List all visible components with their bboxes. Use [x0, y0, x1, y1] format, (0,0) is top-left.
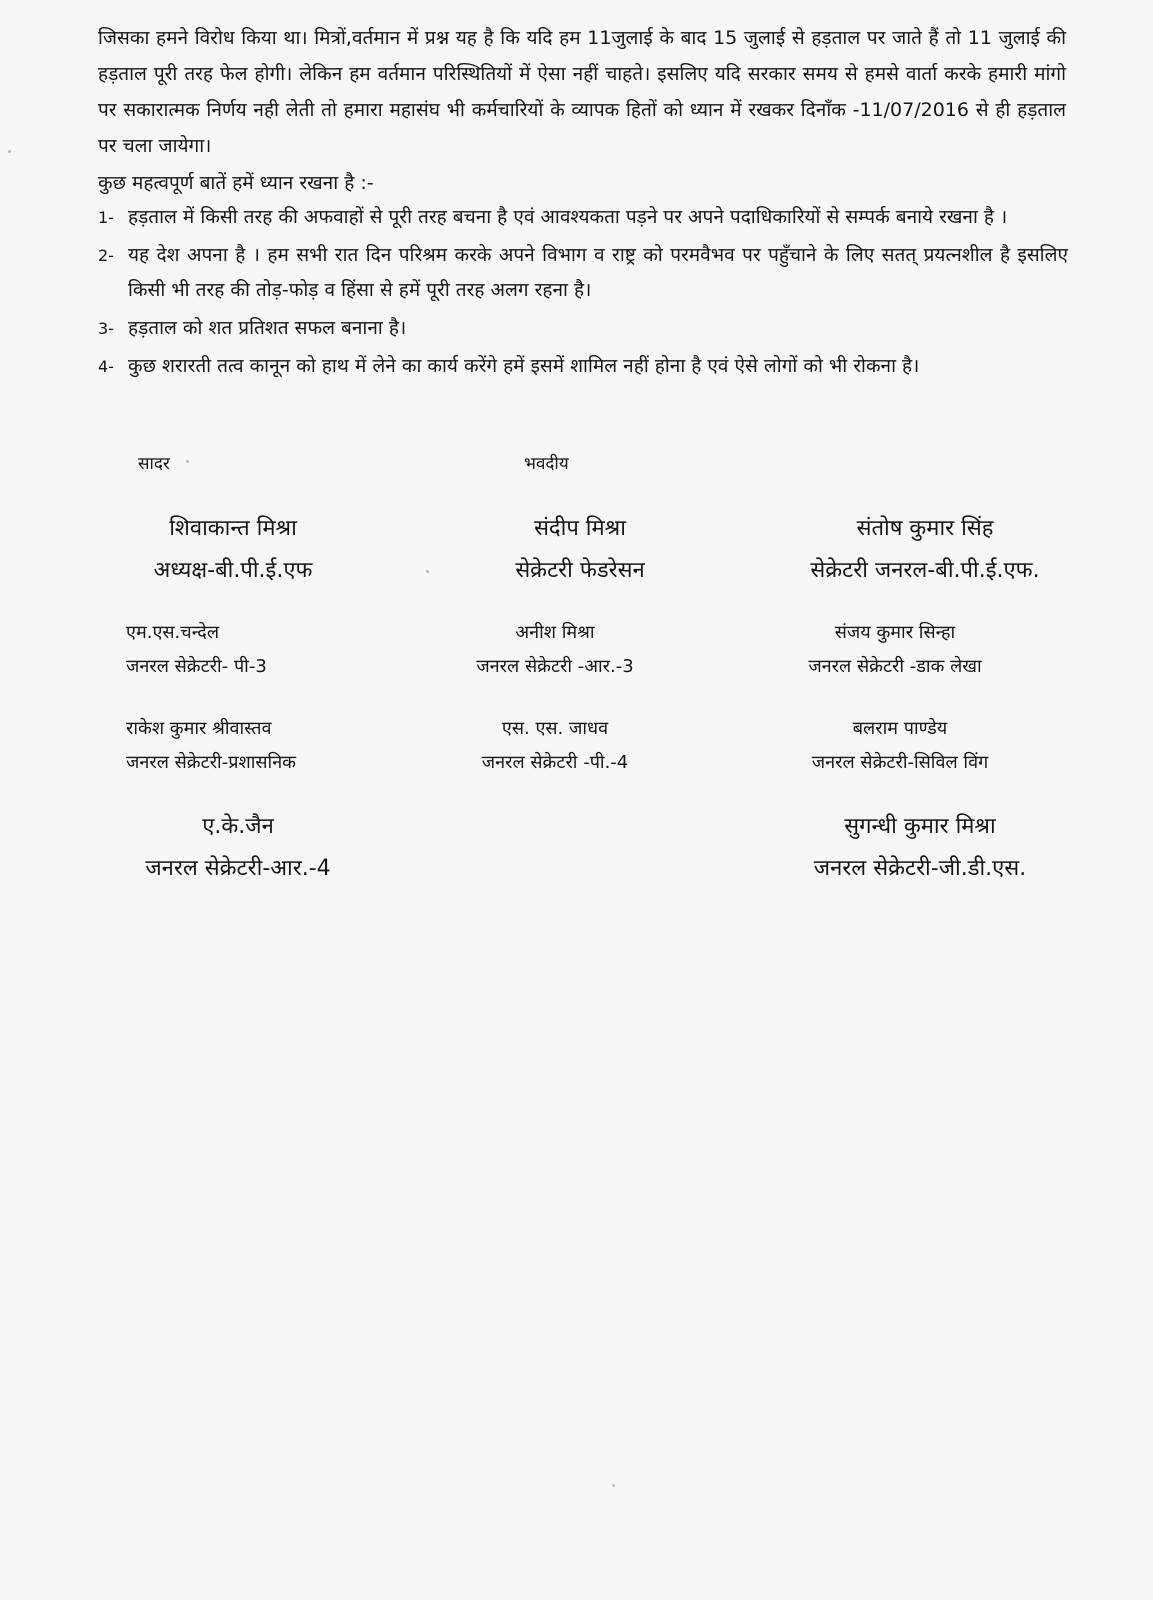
- signatory-name: संजय कुमार सिन्हा: [834, 622, 956, 643]
- signatory-block: [770, 508, 1080, 592]
- signatory-role: जनरल सेक्रेटरी -पी.-4: [481, 752, 629, 773]
- signatory-role: अध्यक्ष-बी.पी.ई.एफ: [153, 558, 313, 583]
- signatory-name: बलराम पाण्डेय: [852, 718, 948, 739]
- point-text: हड़ताल को शत प्रतिशत सफल बनाना है।: [128, 317, 407, 339]
- scan-speck: [8, 150, 11, 153]
- signatory-role: सेक्रेटरी जनरल-बी.पी.ई.एफ.: [810, 558, 1040, 583]
- closing: भवदीय: [524, 454, 569, 474]
- scan-speck: [612, 1484, 615, 1487]
- signatory-role: जनरल सेक्रेटरी -आर.-3: [476, 656, 634, 677]
- signatory-name: संदीप मिश्रा: [534, 516, 626, 541]
- signatory-name: ए.के.जैन: [202, 814, 274, 839]
- signatory-block: [450, 508, 710, 592]
- signatory-role: जनरल सेक्रेटरी -डाक लेखा: [808, 656, 982, 677]
- signatory-block: [126, 616, 386, 684]
- signatory-block: [118, 806, 358, 890]
- signatory-name: अनीश मिश्रा: [515, 622, 595, 643]
- point-text: हड़ताल में किसी तरह की अफवाहों से पूरी तरह बचना है एवं आवश्यकता पड़ने पर अपने पदाधिकारियों से सम्पर्क बनाये रखना है ।: [128, 206, 1008, 228]
- signatory-block: [770, 616, 1020, 684]
- signatory-role: जनरल सेक्रेटरी-सिविल विंग: [811, 752, 989, 773]
- signatory-role: जनरल सेक्रेटरी- पी-3: [126, 656, 267, 677]
- point-number: 3-: [98, 319, 114, 338]
- point-number: 2-: [98, 246, 114, 265]
- signatory-name: सुगन्धी कुमार मिश्रा: [844, 814, 996, 839]
- points-list: [98, 200, 1068, 387]
- signatory-name: संतोष कुमार सिंह: [856, 516, 994, 541]
- list-item: [98, 349, 1068, 384]
- signatory-block: [760, 712, 1040, 780]
- signatory-block: [430, 616, 680, 684]
- points-intro: कुछ महत्वपूर्ण बातें हमें ध्यान रखना है :-: [98, 172, 374, 194]
- list-item: [98, 311, 1068, 346]
- letter-paragraph: जिसका हमने विरोध किया था। मित्रों,वर्तमान में प्रश्न यह है कि यदि हम 11जुलाई के बाद 15 जुलाई से हड़ताल पर जाते हैं तो 11 जुलाई की हड़ताल पूरी तरह फेल होगी। लेकिन हम वर्तमान परिस्थितियों में ऐसा नहीं चाहते। इसलिए यदि सरकार समय से हमसे वार्ता करके हमारी मांगो पर सकारात्मक निर्णय नही लेती तो हमारा महासंघ भी कर्मचारियों के व्यापक हितों को ध्यान में रखकर दिनाँक -11/07/2016 से ही हड़ताल पर चला जायेगा।: [98, 27, 1066, 157]
- list-item: [98, 238, 1068, 308]
- point-text: कुछ शरारती तत्व कानून को हाथ में लेने का कार्य करेंगे हमें इसमें शामिल नहीं होना है एवं ऐसे लोगों को भी रोकना है।: [128, 355, 920, 377]
- point-text: यह देश अपना है । हम सभी रात दिन परिश्रम करके अपने विभाग व राष्ट्र को परमवैभव पर पहुँचाने के लिए सतत् प्रयत्नशील है इसलिए किसी भी तरह की तोड़-फोड़ व हिंसा से हमें पूरी तरह अलग रहना है।: [128, 244, 1068, 301]
- point-number: 4-: [98, 357, 114, 376]
- signatory-name: शिवाकान्त मिश्रा: [169, 516, 297, 541]
- signatory-block: [770, 806, 1070, 890]
- signatory-name: एस. एस. जाधव: [501, 718, 609, 739]
- salutation: सादर: [138, 454, 170, 474]
- list-item: [98, 200, 1068, 235]
- signatory-role: जनरल सेक्रेटरी-प्रशासनिक: [126, 752, 297, 773]
- point-number: 1-: [98, 208, 114, 227]
- signatory-role: जनरल सेक्रेटरी-आर.-4: [145, 856, 331, 881]
- scan-speck: [186, 460, 189, 463]
- scan-speck: [426, 570, 429, 573]
- signatory-block: [430, 712, 680, 780]
- signatory-role: जनरल सेक्रेटरी-जी.डी.एस.: [813, 856, 1027, 881]
- signatory-name: एम.एस.चन्देल: [126, 622, 220, 643]
- signatory-block: [126, 712, 426, 780]
- signatory-block: [118, 508, 348, 592]
- signatory-name: राकेश कुमार श्रीवास्तव: [126, 718, 272, 739]
- signatory-role: सेक्रेटरी फेडरेसन: [515, 558, 645, 583]
